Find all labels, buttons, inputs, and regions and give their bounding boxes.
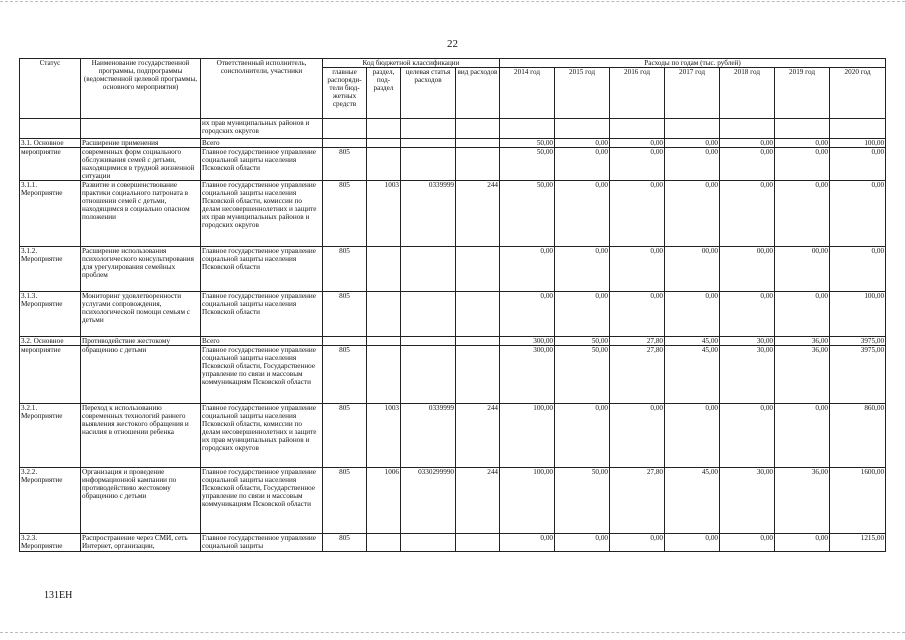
expense-cell: 0,00 xyxy=(665,139,720,148)
table-row xyxy=(20,148,886,181)
rzpr-cell: 1003 xyxy=(367,181,401,247)
status-cell: 3.2.3. Мероприятие xyxy=(20,534,81,552)
status-cell: мероприятие xyxy=(20,346,81,404)
rzpr-cell xyxy=(367,346,401,404)
status-cell: 3.1.3. Мероприятие xyxy=(20,292,81,337)
rzpr-cell: 1003 xyxy=(367,404,401,468)
expense-cell: 50,00 xyxy=(500,181,555,247)
executor-cell: Главное государственное управление социальной защиты населения Псковской области xyxy=(201,292,323,337)
expense-cell: 100,00 xyxy=(500,404,555,468)
grbs-cell xyxy=(323,119,367,139)
grbs-cell: 805 xyxy=(323,346,367,404)
header-expenses-group: Расходы по годам (тыс. рублей) xyxy=(500,59,886,68)
grbs-cell: 805 xyxy=(323,247,367,292)
csr-cell xyxy=(401,148,456,181)
executor-cell: Главное государственное управление социальной защиты населения Псковской области xyxy=(201,148,323,181)
expense-cell: 0,00 xyxy=(610,139,665,148)
expense-cell: 0,00 xyxy=(720,148,775,181)
expense-cell: 50,00 xyxy=(555,346,610,404)
header-csr: целевая статья расходов xyxy=(401,68,456,119)
table-body xyxy=(20,119,886,552)
expense-cell: 0,00 xyxy=(555,292,610,337)
header-year: 2015 год xyxy=(555,68,610,119)
vr-cell xyxy=(456,148,500,181)
expense-cell: 0,00 xyxy=(665,292,720,337)
status-cell: 3.1. Основное xyxy=(20,139,81,148)
expense-cell: 300,00 xyxy=(500,346,555,404)
status-cell: мероприятие xyxy=(20,148,81,181)
header-rzpr: раздел, под-раздел xyxy=(367,68,401,119)
expense-cell: 0,00 xyxy=(610,181,665,247)
executor-cell: Главное государственное управление социальной защиты населения Псковской области, комиссии по делам несовершеннолетних и защите их прав муниципальных районов и городских округов xyxy=(201,404,323,468)
expense-cell: 36,00 xyxy=(775,337,830,346)
expense-cell: 0,00 xyxy=(775,139,830,148)
name-cell xyxy=(81,119,201,139)
expense-cell: 36,00 xyxy=(775,346,830,404)
executor-cell: Главное государственное управление социальной защиты населения Псковской области, Государственное управление по связи и массовым коммуникациям Псковской области xyxy=(201,468,323,534)
scan-edge-bottom xyxy=(0,632,905,633)
expense-cell: 0,00 xyxy=(720,292,775,337)
csr-cell xyxy=(401,534,456,552)
expense-cell: 30,00 xyxy=(720,346,775,404)
table-row xyxy=(20,337,886,346)
expense-cell: 0,00 xyxy=(775,181,830,247)
vr-cell: 244 xyxy=(456,468,500,534)
grbs-cell xyxy=(323,139,367,148)
vr-cell xyxy=(456,247,500,292)
name-cell: Расширение применения xyxy=(81,139,201,148)
table-row xyxy=(20,247,886,292)
table-row xyxy=(20,292,886,337)
expense-cell: 0,00 xyxy=(665,148,720,181)
expense-cell: 0,00 xyxy=(830,247,886,292)
header-year: 2016 год xyxy=(610,68,665,119)
expense-cell: 0,00 xyxy=(720,404,775,468)
header-row-1 xyxy=(20,59,886,68)
name-cell: Противодействие жестокому xyxy=(81,337,201,346)
expense-cell: 1215,00 xyxy=(830,534,886,552)
grbs-cell xyxy=(323,337,367,346)
vr-cell xyxy=(456,337,500,346)
header-year: 2018 год xyxy=(720,68,775,119)
expense-cell: 0,00 xyxy=(500,247,555,292)
header-year: 2014 год xyxy=(500,68,555,119)
table-row xyxy=(20,181,886,247)
expense-cell: 45,00 xyxy=(665,337,720,346)
expense-cell: 1600,00 xyxy=(830,468,886,534)
csr-cell: 0339999 xyxy=(401,404,456,468)
expense-cell: 0,00 xyxy=(665,534,720,552)
expense-cell xyxy=(775,119,830,139)
rzpr-cell xyxy=(367,119,401,139)
expense-cell: 0,00 xyxy=(555,139,610,148)
table-row xyxy=(20,534,886,552)
expense-cell: 27,80 xyxy=(610,346,665,404)
rzpr-cell: 1006 xyxy=(367,468,401,534)
budget-table-container xyxy=(19,58,885,552)
expense-cell: 0,00 xyxy=(775,404,830,468)
expense-cell: 0,00 xyxy=(720,181,775,247)
grbs-cell: 805 xyxy=(323,181,367,247)
expense-cell: 3975,00 xyxy=(830,337,886,346)
header-executor: Ответственный исполнитель, соисполнители, участники xyxy=(201,59,323,119)
rzpr-cell xyxy=(367,337,401,346)
vr-cell: 244 xyxy=(456,181,500,247)
csr-cell xyxy=(401,346,456,404)
csr-cell: 0330299990 xyxy=(401,468,456,534)
csr-cell xyxy=(401,247,456,292)
expense-cell: 0,00 xyxy=(830,148,886,181)
header-year: 2019 год xyxy=(775,68,830,119)
grbs-cell: 805 xyxy=(323,148,367,181)
expense-cell: 0,00 xyxy=(610,534,665,552)
vr-cell xyxy=(456,346,500,404)
expense-cell xyxy=(555,119,610,139)
expense-cell: 27,80 xyxy=(610,337,665,346)
executor-cell: Всего xyxy=(201,337,323,346)
header-name: Наименование государственной программы, подпрограммы (ведомственной целевой программы, основного мероприятия) xyxy=(81,59,201,119)
status-cell: 3.2. Основное xyxy=(20,337,81,346)
expense-cell: 30,00 xyxy=(720,468,775,534)
expense-cell: 00,00 xyxy=(665,247,720,292)
grbs-cell: 805 xyxy=(323,468,367,534)
status-cell xyxy=(20,119,81,139)
header-status: Статус xyxy=(20,59,81,119)
rzpr-cell xyxy=(367,139,401,148)
grbs-cell: 805 xyxy=(323,534,367,552)
grbs-cell: 805 xyxy=(323,292,367,337)
expense-cell: 50,00 xyxy=(500,148,555,181)
expense-cell xyxy=(720,119,775,139)
expense-cell: 100,00 xyxy=(830,139,886,148)
name-cell: Развитие и совершенствование практики социального патроната в отношении семей с детьми, находящимся в социально опасном положении xyxy=(81,181,201,247)
rzpr-cell xyxy=(367,292,401,337)
grbs-cell: 805 xyxy=(323,404,367,468)
expense-cell: 3975,00 xyxy=(830,346,886,404)
header-year: 2017 год xyxy=(665,68,720,119)
expense-cell: 0,00 xyxy=(720,139,775,148)
expense-cell xyxy=(610,119,665,139)
expense-cell: 45,00 xyxy=(665,346,720,404)
expense-cell xyxy=(500,119,555,139)
expense-cell: 0,00 xyxy=(610,292,665,337)
executor-cell: Всего xyxy=(201,139,323,148)
rzpr-cell xyxy=(367,534,401,552)
rzpr-cell xyxy=(367,148,401,181)
table-row xyxy=(20,139,886,148)
expense-cell: 50,00 xyxy=(555,468,610,534)
vr-cell xyxy=(456,292,500,337)
vr-cell: 244 xyxy=(456,404,500,468)
expense-cell: 0,00 xyxy=(610,148,665,181)
status-cell: 3.2.1. Мероприятие xyxy=(20,404,81,468)
table-row xyxy=(20,468,886,534)
name-cell: обращению с детьми xyxy=(81,346,201,404)
vr-cell xyxy=(456,139,500,148)
csr-cell: 0339999 xyxy=(401,181,456,247)
budget-table xyxy=(19,58,886,552)
table-row xyxy=(20,119,886,139)
expense-cell: 50,00 xyxy=(500,139,555,148)
expense-cell: 0,00 xyxy=(665,404,720,468)
name-cell: Распространение через СМИ, сеть Интернет, организации, xyxy=(81,534,201,552)
expense-cell: 0,00 xyxy=(500,534,555,552)
expense-cell: 0,00 xyxy=(775,148,830,181)
header-year: 2020 год xyxy=(830,68,886,119)
header-grbs: главные распоряди-тели бюд-жетных средств xyxy=(323,68,367,119)
name-cell: Переход к использованию современных технологий раннего выявления жестокого обращения и насилия в отношении ребенка xyxy=(81,404,201,468)
expense-cell: 0,00 xyxy=(830,181,886,247)
name-cell: Расширение использования психологического консультирования для урегулирования семейных проблем xyxy=(81,247,201,292)
expense-cell: 0,00 xyxy=(500,292,555,337)
vr-cell xyxy=(456,119,500,139)
expense-cell: 0,00 xyxy=(555,534,610,552)
csr-cell xyxy=(401,139,456,148)
executor-cell: Главное государственное управление социальной защиты xyxy=(201,534,323,552)
expense-cell: 0,00 xyxy=(775,292,830,337)
rzpr-cell xyxy=(367,247,401,292)
executor-cell: Главное государственное управление социальной защиты населения Псковской области xyxy=(201,247,323,292)
csr-cell xyxy=(401,337,456,346)
executor-cell: Главное государственное управление социальной защиты населения Псковской области, Государственное управление по связи и массовым коммуникациям Псковской области xyxy=(201,346,323,404)
expense-cell: 0,00 xyxy=(555,404,610,468)
name-cell: Мониторинг удовлетворенности услугами сопровождения, психологической помощи семьям с детьми xyxy=(81,292,201,337)
status-cell: 3.1.2. Мероприятие xyxy=(20,247,81,292)
expense-cell: 0,00 xyxy=(610,247,665,292)
expense-cell: 0,00 xyxy=(555,247,610,292)
expense-cell xyxy=(665,119,720,139)
expense-cell: 0,00 xyxy=(665,181,720,247)
vr-cell xyxy=(456,534,500,552)
table-row xyxy=(20,404,886,468)
scan-edge-top xyxy=(0,1,905,2)
expense-cell: 00,00 xyxy=(775,247,830,292)
document-stamp: 131ЕН xyxy=(44,590,73,601)
expense-cell: 0,00 xyxy=(555,181,610,247)
status-cell: 3.1.1. Мероприятие xyxy=(20,181,81,247)
expense-cell: 0,00 xyxy=(720,534,775,552)
expense-cell: 30,00 xyxy=(720,337,775,346)
expense-cell: 50,00 xyxy=(555,337,610,346)
expense-cell: 100,00 xyxy=(830,292,886,337)
expense-cell: 0,00 xyxy=(775,534,830,552)
expense-cell: 27,80 xyxy=(610,468,665,534)
expense-cell: 860,00 xyxy=(830,404,886,468)
expense-cell: 0,00 xyxy=(555,148,610,181)
page-number: 22 xyxy=(447,38,458,50)
header-vr: вид расходов xyxy=(456,68,500,119)
expense-cell: 0,00 xyxy=(610,404,665,468)
expense-cell: 45,00 xyxy=(665,468,720,534)
executor-cell: их прав муниципальных районов и городских округов xyxy=(201,119,323,139)
csr-cell xyxy=(401,292,456,337)
expense-cell: 300,00 xyxy=(500,337,555,346)
csr-cell xyxy=(401,119,456,139)
name-cell: современных форм социального обслуживания семей с детьми, находящимися в трудной жизненной ситуации xyxy=(81,148,201,181)
status-cell: 3.2.2. Мероприятие xyxy=(20,468,81,534)
executor-cell: Главное государственное управление социальной защиты населения Псковской области, комиссии по делам несовершеннолетних и защите их прав муниципальных районов и городских округов xyxy=(201,181,323,247)
expense-cell: 36,00 xyxy=(775,468,830,534)
name-cell: Организация и проведение информационной кампании по противодействию жестокому обращению с детьми xyxy=(81,468,201,534)
expense-cell: 100,00 xyxy=(500,468,555,534)
expense-cell xyxy=(830,119,886,139)
expense-cell: 00,00 xyxy=(720,247,775,292)
table-row xyxy=(20,346,886,404)
header-code-group: Код бюджетной классификации xyxy=(323,59,500,68)
